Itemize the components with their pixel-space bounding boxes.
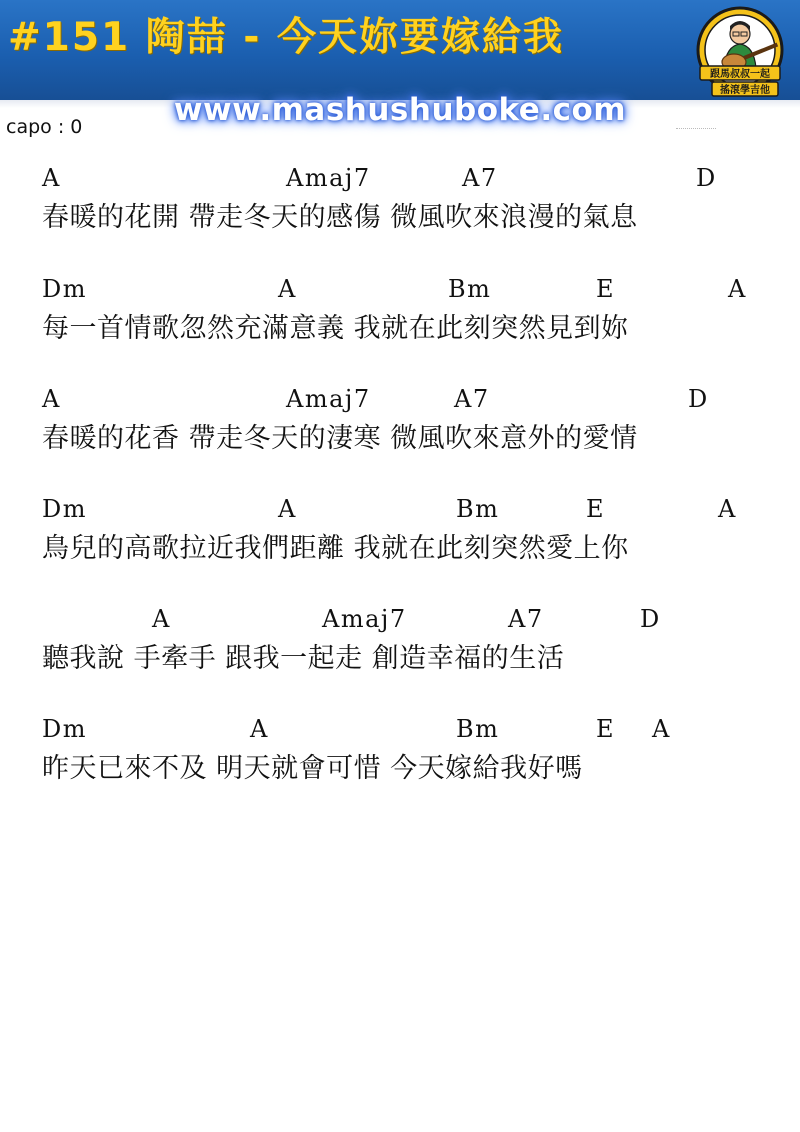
lyric-line: 鳥兒的高歌拉近我們距離 我就在此刻突然愛上你 bbox=[42, 533, 629, 564]
chord: Dm bbox=[42, 495, 87, 523]
chord: Bm bbox=[448, 275, 492, 303]
website-url: www.mashushuboke.com bbox=[173, 92, 627, 128]
chord: E bbox=[596, 275, 616, 303]
chord: A bbox=[278, 495, 297, 523]
chord: A bbox=[152, 605, 171, 633]
logo-text-bottom: 搖滾學吉他 bbox=[720, 85, 770, 96]
chord: A7 bbox=[454, 385, 490, 413]
chord: A7 bbox=[508, 605, 544, 633]
chord-row bbox=[0, 275, 800, 301]
chord: A7 bbox=[462, 164, 498, 192]
decorative-line bbox=[676, 128, 716, 129]
lyric-line: 春暖的花香 帶走冬天的淒寒 微風吹來意外的愛情 bbox=[42, 423, 638, 454]
chord: Dm bbox=[42, 715, 87, 743]
lyric-line: 每一首情歌忽然充滿意義 我就在此刻突然見到妳 bbox=[42, 313, 629, 344]
guitar-player-logo-icon bbox=[690, 6, 790, 102]
chord: A bbox=[652, 715, 671, 743]
lyric-line: 春暖的花開 帶走冬天的感傷 微風吹來浪漫的氣息 bbox=[42, 202, 638, 233]
capo-label: capo : 0 bbox=[6, 116, 83, 138]
chord: Amaj7 bbox=[286, 385, 371, 413]
chord: D bbox=[640, 605, 661, 633]
chord: D bbox=[696, 164, 717, 192]
header-banner bbox=[0, 0, 800, 100]
chord: A bbox=[728, 275, 747, 303]
chord-row bbox=[0, 605, 800, 631]
chord: Bm bbox=[456, 495, 500, 523]
chord: Dm bbox=[42, 275, 87, 303]
chord: Amaj7 bbox=[322, 605, 407, 633]
logo-text-top: 跟馬叔叔一起 bbox=[710, 69, 770, 80]
chord: Amaj7 bbox=[286, 164, 371, 192]
chord: A bbox=[42, 385, 61, 413]
lyric-line: 聽我說 手牽手 跟我一起走 創造幸福的生活 bbox=[42, 643, 565, 674]
lyric-line: 昨天已來不及 明天就會可惜 今天嫁給我好嗎 bbox=[42, 753, 583, 784]
chord: D bbox=[688, 385, 709, 413]
song-title: #151 陶喆 - 今天妳要嫁給我 bbox=[8, 15, 565, 60]
chord-row bbox=[0, 385, 800, 411]
chord: A bbox=[42, 164, 61, 192]
chord: A bbox=[250, 715, 269, 743]
chord: E bbox=[586, 495, 606, 523]
chord-row bbox=[0, 164, 800, 190]
chord-row bbox=[0, 715, 800, 741]
chord: A bbox=[718, 495, 737, 523]
chord: A bbox=[278, 275, 297, 303]
chord: Bm bbox=[456, 715, 500, 743]
chord: E bbox=[596, 715, 616, 743]
chord-row bbox=[0, 495, 800, 521]
